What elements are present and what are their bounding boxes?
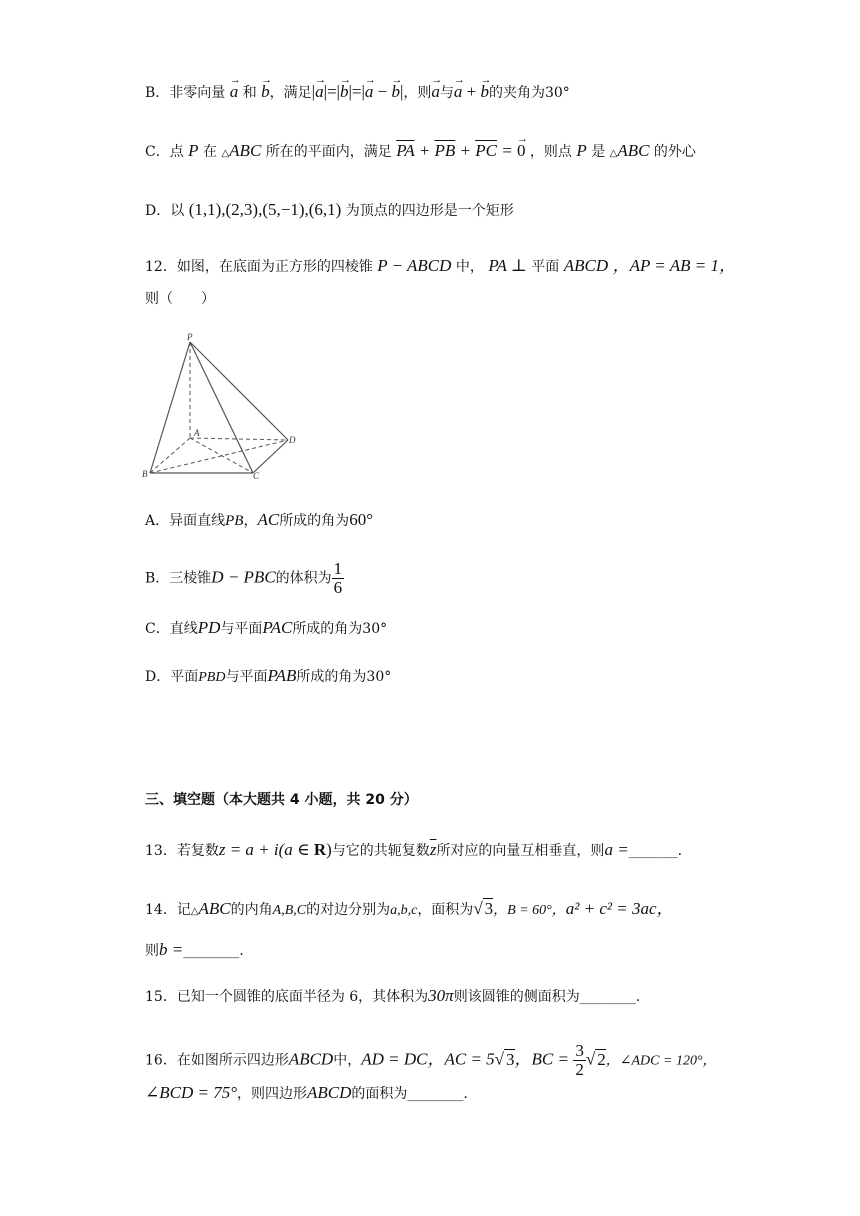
answer-blank: ________. [579,989,641,1005]
option-text: 与平面 [225,669,268,685]
line-ac: AC [257,510,280,529]
question-text: 中， [455,259,484,275]
question-text: 16．在如图所示四边形 [145,1052,289,1069]
q11-option-c [145,141,696,164]
triangle-name: ABC [198,899,231,918]
question-text: 13．若复数 [145,843,219,859]
points-list: (1,1),(2,3),(5,−1),(6,1) [188,200,342,219]
condition-ad-dc: AD = DC [361,1049,428,1069]
label-a: A [194,428,200,438]
fraction: $\frac{1}{6}$ [333,559,343,597]
triangle-name: ABC [229,141,262,160]
angle-value: 60° [349,510,373,529]
triangle-symbol: △ [221,148,230,159]
option-text: B．三棱锥 [145,570,212,587]
option-text: C．直线 [145,621,198,637]
question-text: 则该圆锥的侧面积为 [453,989,580,1005]
option-text: 是 [591,144,606,160]
option-text: ，则点 [529,144,572,160]
q13 [145,840,682,861]
question-text: 则（ ） [145,291,215,307]
plane-pbd: PBD [198,670,226,685]
edge-ab [150,438,190,473]
sqrt-3: 3 [506,1049,515,1069]
plane-pac: PAC [262,618,293,637]
condition-angle-bcd: ∠BCD = 75° [145,1083,238,1102]
option-text: B．非零向量 [145,85,226,101]
triangle-symbol: △ [190,906,199,917]
question-text: 中， [333,1052,362,1069]
option-text: 为顶点的四边形是一个矩形 [345,203,514,219]
point-p: P [188,141,199,160]
vector-a: → a [431,82,440,102]
sqrt-2: 2 [597,1049,606,1069]
line-pb: PB [225,513,244,529]
question-text: ，则四边形 [237,1086,308,1102]
q14: 14．记△ABC的内角A,B,C的对边分别为a,b,c，面积为√ 3，B = 60°，a² + c² = 3ac， [145,899,674,918]
q12-stem [145,256,736,277]
quad-name: ABCD [307,1083,352,1102]
quad-name: ABCD [288,1049,334,1069]
math-expression: PA ⊥ [488,256,527,275]
question-text: 平面 [531,259,560,275]
math-expression: ) [326,840,332,859]
q11-option-b [145,82,570,103]
vector-sum: $\overline{PA} + \overline{PB} + \overline{PC}$ = → 0 [396,141,525,160]
line-pd: PD [197,618,221,637]
math-expression: ，AP = AB = 1， [612,256,736,275]
condition-b: ，B = 60°， [493,903,566,918]
q12-option-b [145,560,344,597]
option-text: ，满足 [269,85,312,101]
option-text: C．点 [145,144,184,160]
condition-sides: a² + c² = 3ac， [565,899,674,918]
option-text: 所成的角为30° [296,669,392,685]
option-text: 所成的角为 [279,513,350,529]
q11-option-d [145,200,514,221]
q16-line2 [145,1083,468,1104]
label-c: C [253,471,260,481]
option-text: 的外心 [653,144,696,160]
option-text: D．以 [145,203,185,219]
math-expression: → a + → b [454,82,489,101]
option-text: 的体积为 [275,570,332,587]
question-text: 所对应的向量互相垂直，则 [436,843,605,859]
answer-variable: b = [159,940,184,959]
option-text: 与 [439,85,454,101]
question-text: 的内角 [230,902,273,918]
option-text: 与平面 [220,621,263,637]
option-text: 在 [203,144,218,160]
vector-b: → b [261,82,270,102]
label-b: B [142,469,148,479]
vector-a: → a [230,82,239,102]
option-text: 所成的角为30° [292,621,388,637]
point-p: P [576,141,587,160]
edge-ad [190,438,288,440]
q15 [145,986,640,1007]
math-expression: |→ a|=|→ b|=|→ a − → b| [312,82,404,101]
math-expression: z = a + i(a ∈ [218,840,314,859]
edge-pd [190,342,288,440]
q16: 16．在如图所示四边形ABCD中，AD = DC，AC = 5√ 3，BC = $\frac{3}{2}$ √ 2，∠ADC = 120°， [145,1041,717,1079]
q12-option-a [145,510,373,531]
question-text: 与它的共轭复数 [331,843,430,859]
plane-pab: PAB [267,666,297,685]
section-heading: 三、填空题（本大题共 4 小题，共 20 分） [145,792,418,808]
answer-blank: _______. [628,843,683,859]
label-p: P [187,332,193,342]
pyramid-figure [140,332,310,482]
option-text: ，则 [403,85,432,101]
fraction: $\frac{3}{2}$ [575,1041,584,1079]
q14-line2 [145,940,244,961]
real-set-symbol: R [313,840,327,859]
question-text: 15．已知一个圆锥的底面半径为 6，其体积为 [145,989,429,1005]
side-names: a,b,c [390,903,418,918]
answer-variable: a = [604,840,629,859]
plane-name: ABCD [563,256,609,275]
pyramid-name: D − PBC [211,567,276,587]
question-text: ，面积为 [417,902,474,918]
condition-angle-adc: ，∠ADC = 120°， [605,1053,717,1069]
option-text: ， [243,513,258,529]
option-text: D．平面 [145,669,199,685]
edge-cd [253,440,288,473]
q12-option-c [145,618,387,639]
volume-value: 30π [428,986,454,1005]
condition-bc: ，BC = [514,1049,569,1069]
question-text: 的对边分别为 [306,902,391,918]
pyramid-name: P − ABCD [377,256,452,275]
option-text: 所在的平面内，满足 [265,144,392,160]
option-text: A．异面直线 [145,513,226,529]
angle-names: A,B,C [272,903,307,918]
condition-ac: ，AC = 5 [427,1049,495,1069]
question-text: 14．记 [145,902,191,918]
edge-pb [150,342,190,473]
conjugate-z: $\overline{z}$ [429,840,437,859]
question-text: 12．如图，在底面为正方形的四棱锥 [145,259,373,275]
answer-blank: ________. [407,1086,468,1102]
q12-stem-line2 [145,289,215,309]
option-text: 的夹角为30° [488,85,570,101]
triangle-symbol: △ [609,148,618,159]
triangle-name: ABC [617,141,650,160]
answer-blank: ________. [183,943,244,959]
question-text: 的面积为 [351,1086,408,1102]
label-d: D [289,435,296,445]
q12-option-d [145,666,391,688]
option-text: 和 [242,85,257,101]
question-text: 则 [145,943,159,959]
sqrt-3: 3 [484,899,494,918]
diagonal-bd [150,440,288,473]
edge-pc [190,342,253,473]
